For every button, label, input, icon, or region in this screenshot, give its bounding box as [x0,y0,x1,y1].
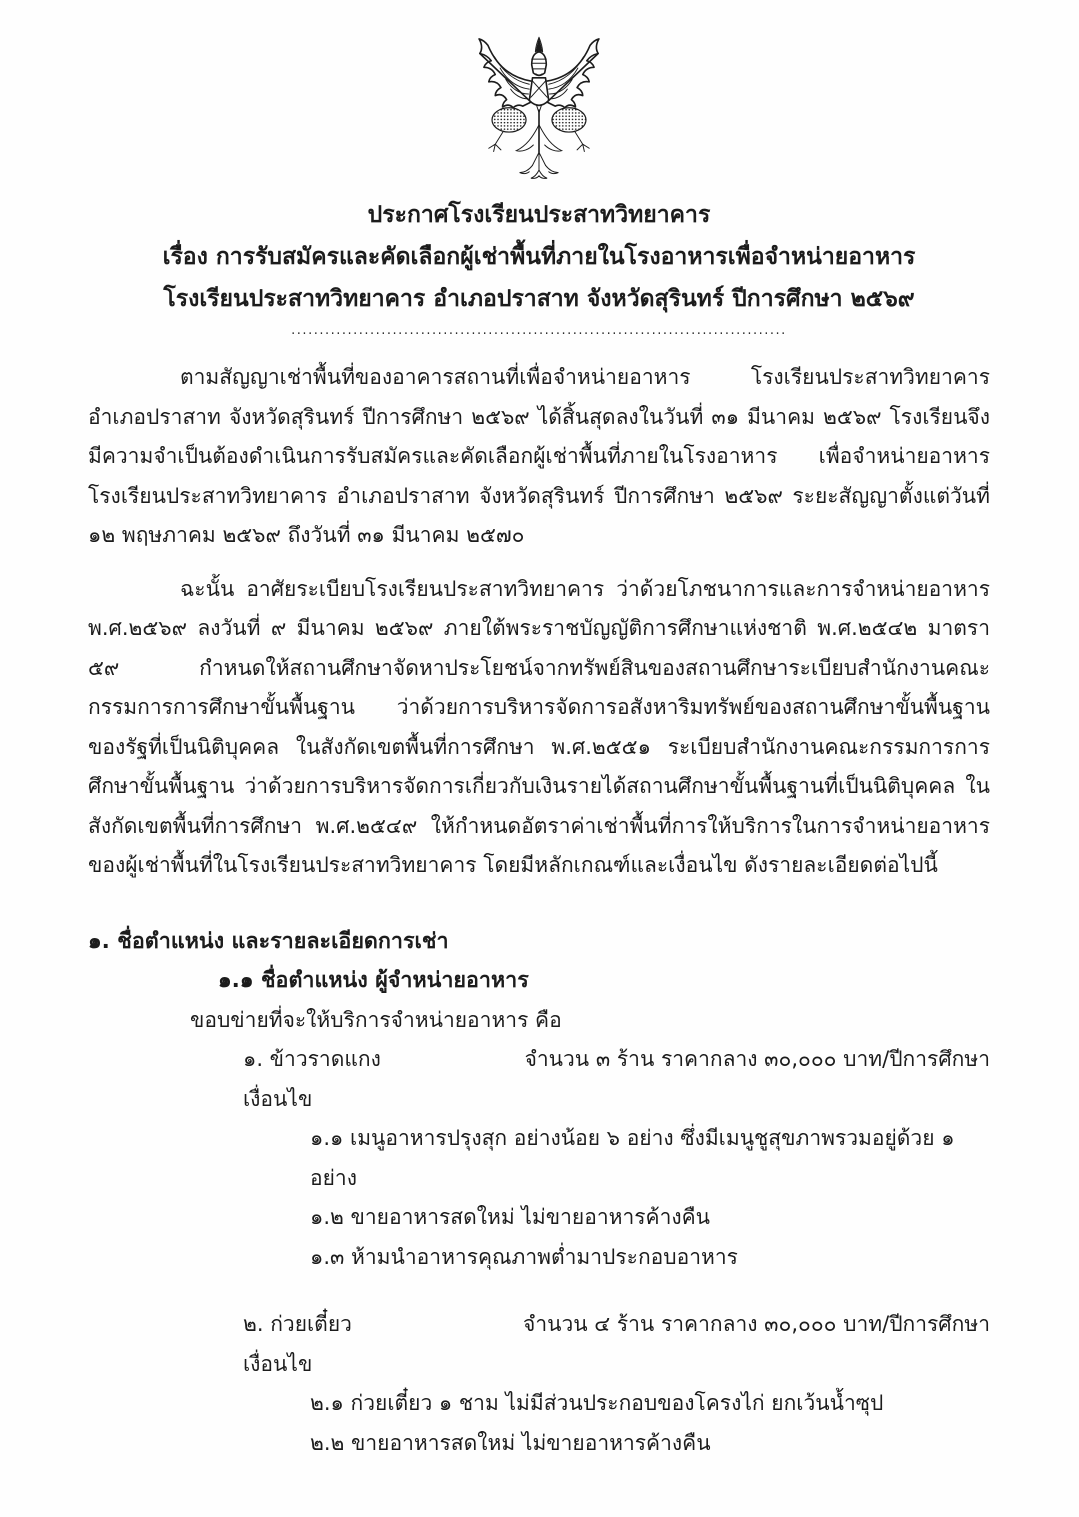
item-1-row [88,1040,990,1080]
doc-announce-title: ประกาศโรงเรียนประสาทวิทยาคาร [367,202,711,228]
item-2-details: จำนวน ๔ ร้าน ราคากลาง ๓๐,๐๐๐ บาท/ปีการศึกษา [523,1312,990,1336]
item-1-name: ๑. ข้าวราดแกง [243,1047,381,1071]
scope-line: ขอบข่ายที่จะให้บริการจำหน่ายอาหาร คือ [190,1007,562,1032]
separator-dots: ........................................................................................ [291,323,787,338]
item-2-row [88,1305,990,1345]
item-2-condition-2: ๒.๒ ขายอาหารสดใหม่ ไม่ขายอาหารค้างคืน [310,1430,711,1455]
garuda-emblem [88,30,990,194]
paragraph-lease-expiry: ตามสัญญาเช่าพื้นที่ของอาคารสถานที่เพื่อจำหน่ายอาหาร โรงเรียนประสาทวิทยาคาร อำเภอปราสาท จังหวัดสุรินทร์ ปีการศึกษา ๒๕๖๙ ได้สิ้นสุดลงในวันที่ ๓๑ มีนาคม ๒๕๖๙ โรงเรียนจึงมีความจำเป็นต้องดำเนินการรับสมัครและคัดเลือกผู้เช่าพื้นที่ภายในโรงอาหาร เพื่อจำหน่ายอาหาร โรงเรียนประสาทวิทยาคาร อำเภอปราสาท จังหวัดสุรินทร์ ปีการศึกษา ๒๕๖๙ ระยะสัญญาตั้งแต่วันที่ ๑๒ พฤษภาคม ๒๕๖๙ ถึงวันที่ ๓๑ มีนาคม ๒๕๗๐ [88,365,990,547]
item-1-conditions-label: เงื่อนไข [243,1086,313,1111]
item-2-conditions-label: เงื่อนไข [243,1351,313,1376]
item-1-condition-3: ๑.๓ ห้ามนำอาหารคุณภาพต่ำมาประกอบอาหาร [310,1244,738,1269]
garuda-icon [458,30,620,192]
item-1-condition-1: ๑.๑ เมนูอาหารปรุงสุก อย่างน้อย ๖ อย่าง ซึ่งมีเมนูชูสุขภาพรวมอยู่ด้วย ๑ อย่าง [310,1126,955,1190]
doc-subject-line: เรื่อง การรับสมัครและคัดเลือกผู้เช่าพื้นที่ภายในโรงอาหารเพื่อจำหน่ายอาหาร [162,244,916,270]
item-1-details: จำนวน ๓ ร้าน ราคากลาง ๓๐,๐๐๐ บาท/ปีการศึกษา [524,1047,990,1071]
item-2-name: ๒. ก่วยเตี๋ยว [243,1312,352,1336]
doc-school-year-line: โรงเรียนประสาทวิทยาคาร อำเภอปราสาท จังหวัดสุรินทร์ ปีการศึกษา ๒๕๖๙ [163,286,915,312]
item-1-condition-2: ๑.๒ ขายอาหารสดใหม่ ไม่ขายอาหารค้างคืน [310,1205,711,1229]
section-1-heading: ๑. ชื่อตำแหน่ง และรายละเอียดการเช่า [88,928,449,954]
paragraph-legal-basis: ฉะนั้น อาศัยระเบียบโรงเรียนประสาทวิทยาคาร ว่าด้วยโภชนาการและการจำหน่ายอาหาร พ.ศ.๒๕๖๙ ลงวันที่ ๙ มีนาคม ๒๕๖๙ ภายใต้พระราชบัญญัติการศึกษาแห่งชาติ พ.ศ.๒๕๔๒ มาตรา ๕๙ กำหนดให้สถานศึกษาจัดหาประโยชน์จากทรัพย์สินของสถานศึกษาระเบียบสำนักงานคณะกรรมการการศึกษาขั้นพื้นฐาน ว่าด้วยการบริหารจัดการอสังหาริมทรัพย์ของสถานศึกษาขั้นพื้นฐานของรัฐที่เป็นนิติบุคคล ในสังกัดเขตพื้นที่การศึกษา พ.ศ.๒๕๕๑ ระเบียบสำนักงานคณะกรรมการการศึกษาขั้นพื้นฐาน ว่าด้วยการบริหารจัดการเกี่ยวกับเงินรายได้สถานศึกษาขั้นพื้นฐานที่เป็นนิติบุคคล ในสังกัดเขตพื้นที่การศึกษา พ.ศ.๒๕๔๙ ให้กำหนดอัตราค่าเช่าพื้นที่การให้บริการในการจำหน่ายอาหาร ของผู้เช่าพื้นที่ในโรงเรียนประสาทวิทยาคาร โดยมีหลักเกณฑ์และเงื่อนไข ดังรายละเอียดต่อไปนี้ [88,576,990,877]
section-1-1-heading: ๑.๑ ชื่อตำแหน่ง ผู้จำหน่ายอาหาร [218,968,529,993]
item-2-condition-1: ๒.๑ ก่วยเตี๋ยว ๑ ชาม ไม่มีส่วนประกอบของโครงไก่ ยกเว้นน้ำซุป [310,1391,884,1415]
